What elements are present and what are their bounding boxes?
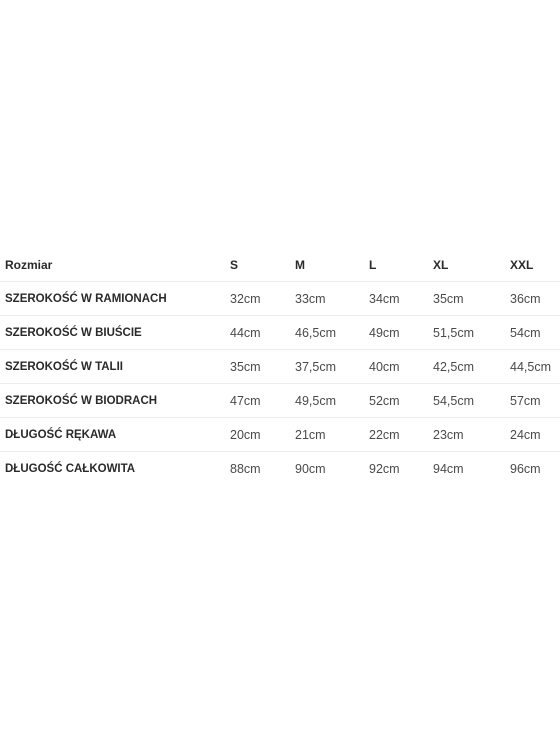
table-cell: 44,5cm: [506, 350, 560, 384]
table-header-row: [0, 248, 560, 282]
table-cell: 51,5cm: [429, 316, 506, 350]
table-cell: 36cm: [506, 282, 560, 316]
table-cell: 42,5cm: [429, 350, 506, 384]
table-cell: 57cm: [506, 384, 560, 418]
table-row: [0, 350, 560, 384]
table-cell: 54cm: [506, 316, 560, 350]
table-cell: 96cm: [510, 461, 541, 476]
table-cell: 23cm: [429, 418, 506, 452]
table-cell: 40cm: [365, 350, 429, 384]
row-label-hip-width: SZEROKOŚĆ W BIODRACH: [0, 384, 226, 418]
table-cell: 94cm: [433, 461, 464, 476]
table-row: [0, 418, 560, 452]
table-row: [0, 316, 560, 350]
table-row: [0, 452, 560, 486]
table-cell: 44cm: [226, 316, 291, 350]
table-row: [0, 282, 560, 316]
size-chart-table: [0, 248, 560, 485]
table-cell: 20cm: [226, 418, 291, 452]
header-size-l: L: [365, 248, 429, 282]
row-label-shoulder-width: SZEROKOŚĆ W RAMIONACH: [0, 282, 226, 316]
table-cell: 47cm: [226, 384, 291, 418]
row-label-bust-width: SZEROKOŚĆ W BIUŚCIE: [0, 316, 226, 350]
header-size-xl: XL: [429, 248, 506, 282]
header-size-xxl: XXL: [506, 248, 560, 282]
table-cell: 35cm: [226, 350, 291, 384]
table-cell: 88cm: [230, 461, 261, 476]
table-cell: 37,5cm: [291, 350, 365, 384]
table-cell: 90cm: [295, 461, 326, 476]
table-cell: 34cm: [365, 282, 429, 316]
table-cell: 54,5cm: [429, 384, 506, 418]
table-cell: 24cm: [506, 418, 560, 452]
table-cell: 92cm: [369, 461, 400, 476]
table-cell: 49,5cm: [291, 384, 365, 418]
row-label-total-length: DŁUGOŚĆ CAŁKOWITA: [5, 462, 136, 475]
header-size-m: M: [291, 248, 365, 282]
table-cell: 22cm: [365, 418, 429, 452]
table-cell: 49cm: [365, 316, 429, 350]
row-label-waist-width: SZEROKOŚĆ W TALII: [0, 350, 226, 384]
header-size-label: Rozmiar: [0, 248, 226, 282]
table-cell: 46,5cm: [291, 316, 365, 350]
table-cell: 33cm: [291, 282, 365, 316]
table-cell: 35cm: [429, 282, 506, 316]
table-row: [0, 384, 560, 418]
table-cell: 52cm: [365, 384, 429, 418]
table-cell: 21cm: [291, 418, 365, 452]
table-cell: 32cm: [226, 282, 291, 316]
row-label-sleeve-length: DŁUGOŚĆ RĘKAWA: [0, 418, 226, 452]
header-size-s: S: [226, 248, 291, 282]
